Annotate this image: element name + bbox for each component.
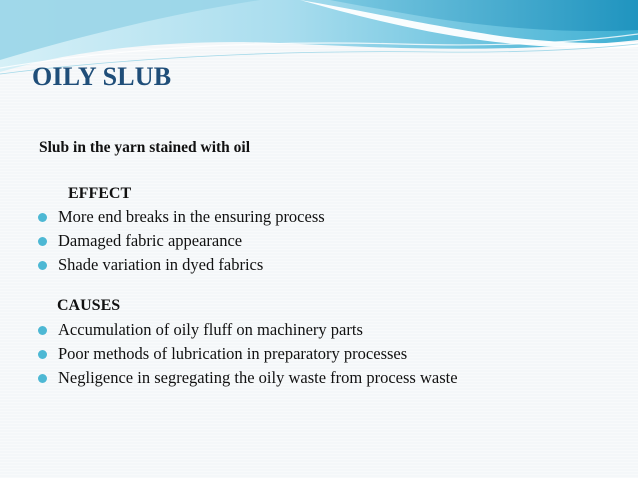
effect-list — [38, 207, 325, 279]
list-item-text: Accumulation of oily fluff on machinery parts — [58, 320, 363, 339]
list-item — [38, 368, 458, 392]
list-item — [38, 320, 458, 344]
bullet-icon — [38, 213, 47, 222]
list-item — [38, 344, 458, 368]
slide-title: OILY SLUB — [32, 62, 172, 91]
bullet-icon — [38, 261, 47, 270]
list-item — [38, 207, 325, 231]
list-item-text: Shade variation in dyed fabrics — [58, 255, 264, 274]
list-item-text: Negligence in segregating the oily waste from process waste — [58, 368, 458, 387]
list-item — [38, 255, 325, 279]
causes-list — [38, 320, 458, 392]
causes-heading: CAUSES — [57, 297, 121, 314]
list-item — [38, 231, 325, 255]
list-item-text: Poor methods of lubrication in preparatory processes — [58, 344, 408, 363]
bullet-icon — [38, 374, 47, 383]
slide-subtitle: Slub in the yarn stained with oil — [39, 139, 251, 156]
bullet-icon — [38, 326, 47, 335]
bullet-icon — [38, 350, 47, 359]
bullet-icon — [38, 237, 47, 246]
effect-heading: EFFECT — [68, 185, 132, 202]
list-item-text: More end breaks in the ensuring process — [58, 207, 325, 226]
list-item-text: Damaged fabric appearance — [58, 231, 243, 250]
